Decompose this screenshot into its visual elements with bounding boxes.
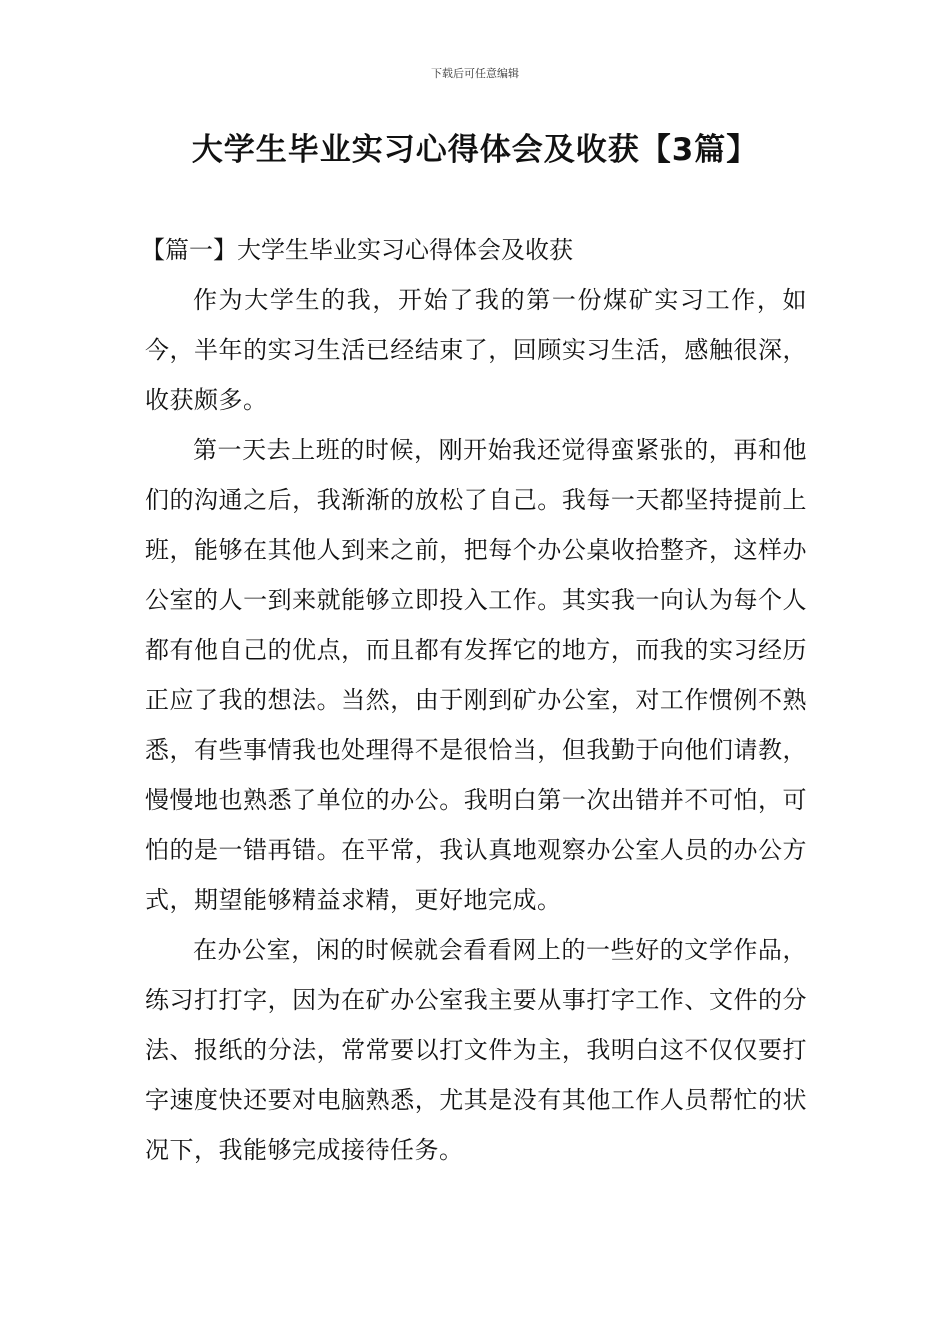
header-note: 下载后可任意编辑 <box>431 67 519 80</box>
section-heading: 【篇一】大学生毕业实习心得体会及收获 <box>141 236 573 264</box>
paragraph-3: 在办公室，闲的时候就会看看网上的一些好的文学作品，练习打打字，因为在矿办公室我主要从事打字工作、文件的分法、报纸的分法，常常要以打文件为主，我明白这不仅仅要打字速度快还要对电脑熟悉，尤其是没有其他工作人员帮忙的状况下，我能够完成接待任务。 <box>145 936 807 1164</box>
document-title: 大学生毕业实习心得体会及收获【3篇】 <box>191 132 759 168</box>
document-body <box>141 225 807 1175</box>
paragraph-2: 第一天去上班的时候，刚开始我还觉得蛮紧张的，再和他们的沟通之后，我渐渐的放松了自己。我每一天都坚持提前上班，能够在其他人到来之前，把每个办公桌收拾整齐，这样办公室的人一到来就能够立即投入工作。其实我一向认为每个人都有他自己的优点，而且都有发挥它的地方，而我的实习经历正应了我的想法。当然，由于刚到矿办公室，对工作惯例不熟悉，有些事情我也处理得不是很恰当，但我勤于向他们请教，慢慢地也熟悉了单位的办公。我明白第一次出错并不可怕，可怕的是一错再错。在平常，我认真地观察办公室人员的办公方式，期望能够精益求精，更好地完成。 <box>145 436 807 914</box>
paragraph-1: 作为大学生的我，开始了我的第一份煤矿实习工作，如今，半年的实习生活已经结束了，回顾实习生活，感触很深，收获颇多。 <box>145 286 807 414</box>
